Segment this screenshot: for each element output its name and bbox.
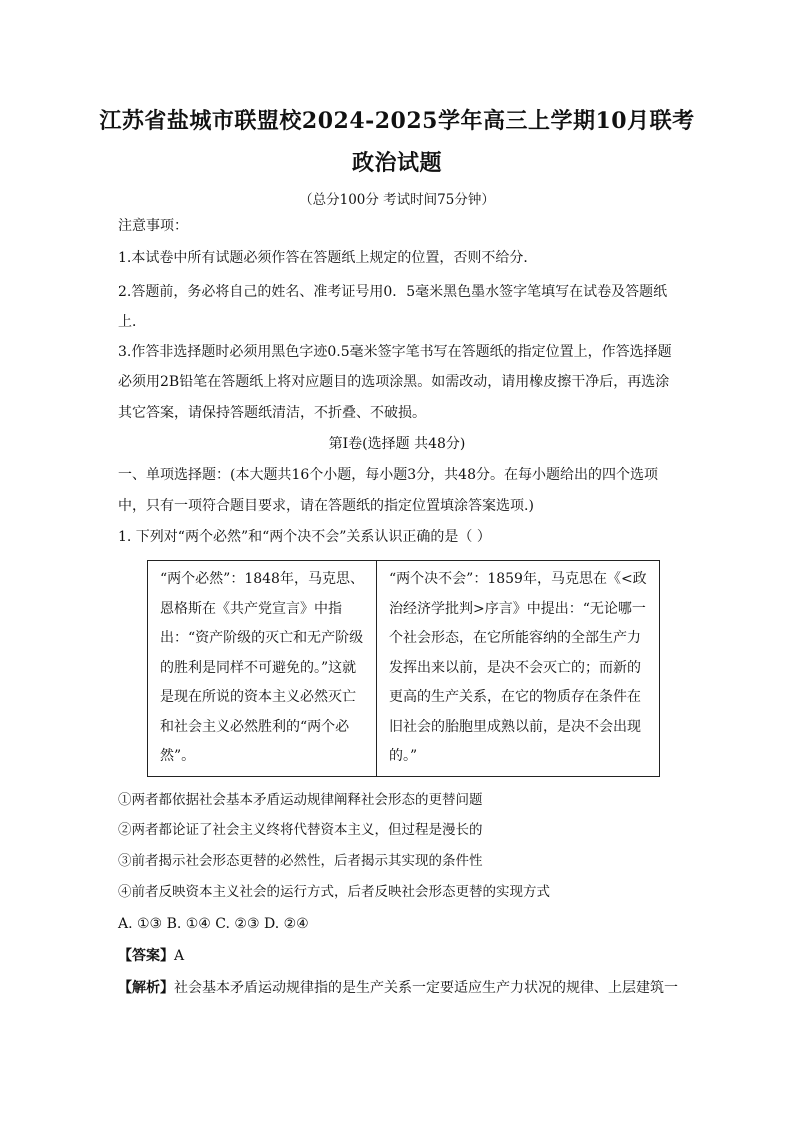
exam-score-time: （总分100分 考试时间75分钟） bbox=[299, 192, 495, 208]
exam-title: 江苏省盐城市联盟校2024-2025学年高三上学期10月联考 bbox=[99, 108, 695, 134]
analysis-label: 【解析】 bbox=[118, 980, 174, 996]
two-inevitables-cell: “两个必然”：1848年，马克思、恩格斯在《共产党宣言》中指出：“资产阶级的灭亡和无产阶级的胜利是同样不可避免的。”这就是现在所说的资本主义必然灭亡和社会主义必然胜利的“两个必然”。 bbox=[148, 561, 377, 777]
option-1: ①两者都依据社会基本矛盾运动规律阐释社会形态的更替问题 bbox=[118, 792, 483, 808]
answer-line bbox=[118, 946, 680, 966]
notice-item-3-line-1: 3.作答非选择题时必须用黑色字迹0.5毫米签字笔书写在答题纸的指定位置上，作答选择题 bbox=[118, 344, 672, 360]
question-1-material-table bbox=[147, 560, 660, 777]
answer-value: A bbox=[174, 948, 185, 964]
option-3: ③前者揭示社会形态更替的必然性，后者揭示其实现的条件性 bbox=[118, 853, 483, 869]
notice-item-3-line-2: 必须用2B铅笔在答题纸上将对应题目的选项涂黑。如需改动，请用橡皮擦干净后，再选涂 bbox=[118, 374, 670, 390]
exam-subject-title: 政治试题 bbox=[351, 150, 442, 176]
section-title: 第Ⅰ卷(选择题 共48分) bbox=[328, 436, 466, 452]
notice-item-2-line-2: 上． bbox=[118, 314, 146, 330]
analysis-line bbox=[118, 978, 680, 998]
section-instruction-line-1: 一、单项选择题：(本大题共16个小题，每小题3分，共48分。在每小题给出的四个选项 bbox=[118, 467, 658, 483]
notice-heading: 注意事项： bbox=[118, 218, 188, 234]
section-instruction-line-2: 中，只有一项符合题目要求，请在答题纸的指定位置填涂答案选项.) bbox=[118, 498, 534, 514]
answer-choices: A. ①③ B. ①④ C. ②③ D. ②④ bbox=[118, 916, 309, 932]
two-nevers-cell: “两个决不会”：1859年，马克思在《<政治经济学批判>序言》中提出：“无论哪一个社会形态，在它所能容纳的全部生产力发挥出来以前，是决不会灭亡的；而新的更高的生产关系，在它的物质存在条件在旧社会的胎胞里成熟以前，是决不会出现的。” bbox=[377, 561, 660, 777]
option-4: ④前者反映资本主义社会的运行方式，后者反映社会形态更替的实现方式 bbox=[118, 884, 550, 900]
notice-item-3-line-3: 其它答案，请保持答题纸清洁，不折叠、不破损。 bbox=[118, 405, 426, 421]
notice-item-1: 1.本试卷中所有试题必须作答在答题纸上规定的位置，否则不给分． bbox=[118, 250, 538, 266]
answer-label: 【答案】 bbox=[118, 948, 174, 964]
analysis-text: 社会基本矛盾运动规律指的是生产关系一定要适应生产力状况的规律、上层建筑一 bbox=[174, 980, 678, 996]
option-2: ②两者都论证了社会主义终将代替资本主义，但过程是漫长的 bbox=[118, 822, 483, 838]
question-1-stem: 1. 下列对“两个必然”和“两个决不会”关系认识正确的是（ ） bbox=[118, 529, 491, 545]
table-row bbox=[148, 561, 660, 777]
notice-item-2-line-1: 2.答题前，务必将自己的姓名、准考证号用0．5毫米黑色墨水签字笔填写在试卷及答题纸 bbox=[118, 284, 668, 300]
